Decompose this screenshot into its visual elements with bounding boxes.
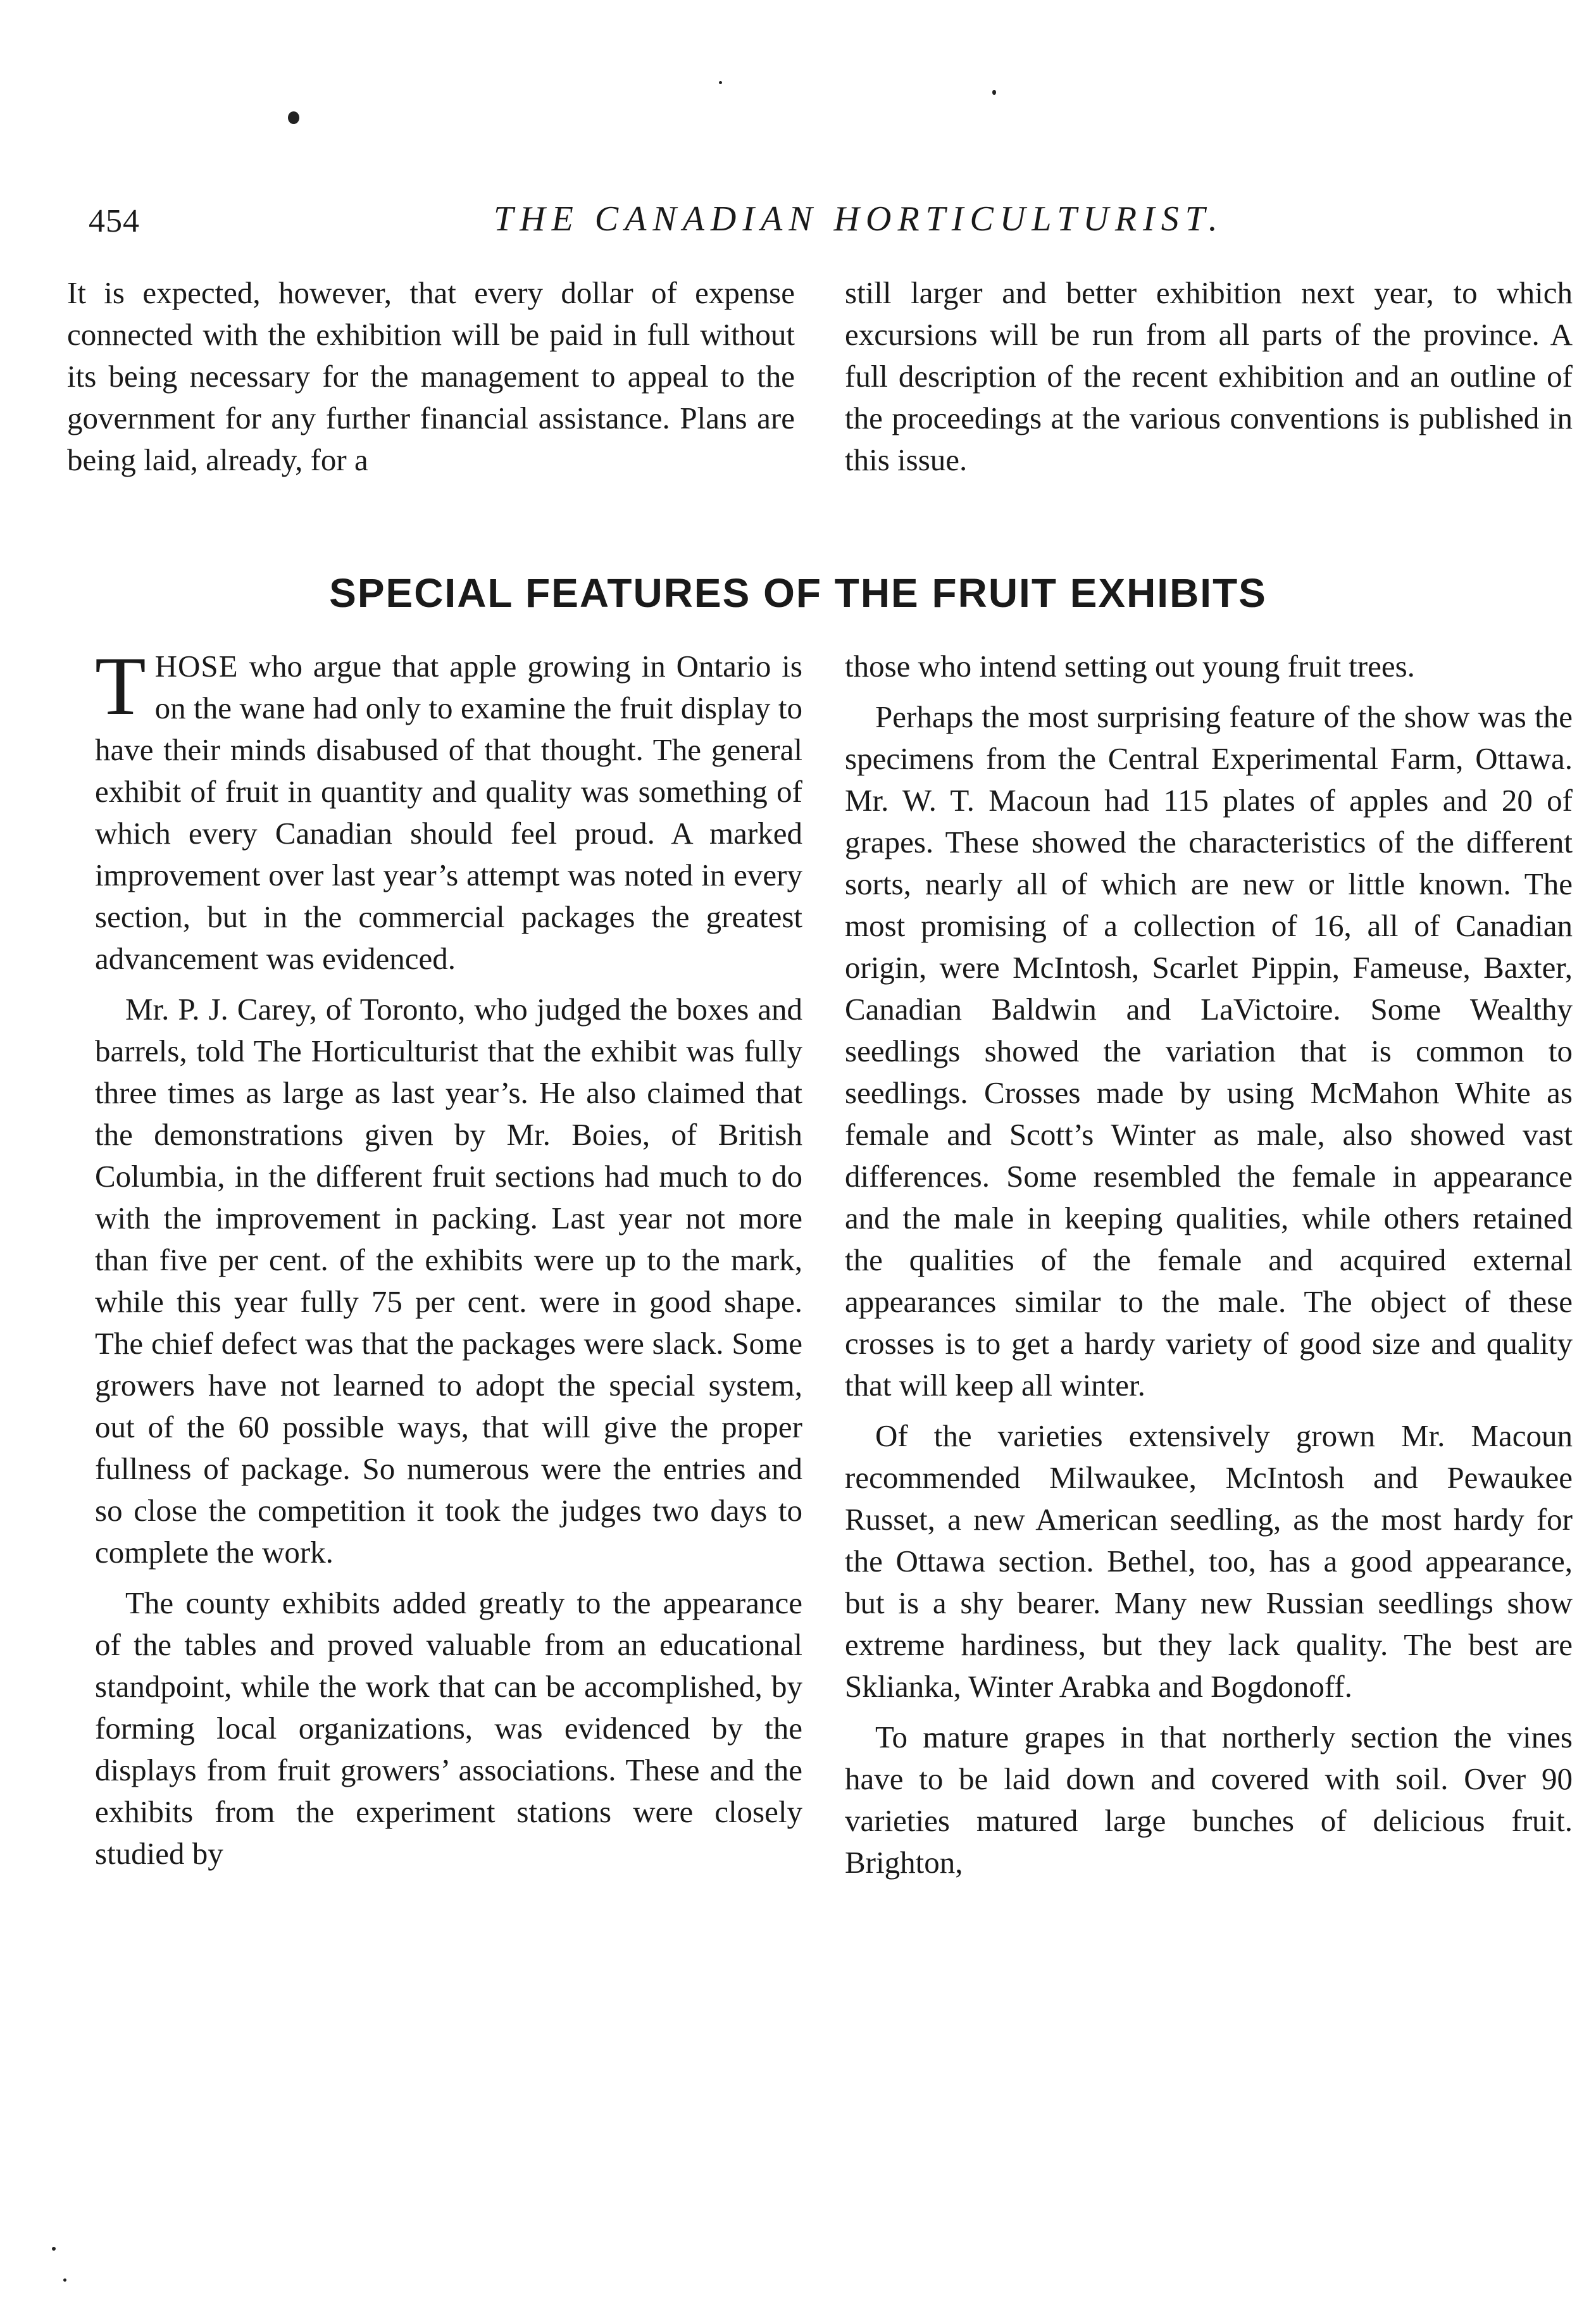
drop-cap: T bbox=[95, 639, 146, 732]
scan-speck bbox=[992, 90, 996, 95]
article-headline: SPECIAL FEATURES OF THE FRUIT EXHIBITS bbox=[329, 570, 1267, 616]
scan-speck bbox=[719, 81, 722, 84]
article-paragraph: Perhaps the most surprising feature of the show was the specimens from the Central Experimental Farm, Ottawa. Mr. W. T. Macoun had 115 plates of apples and 20 of grapes. These showed the characteristics of the different sorts, nearly all of which are new or little known. The most promising of a collection of 16, all of Canadian origin, were McIntosh, Scarlet Pippin, Fameuse, Baxter, Canadian Baldwin and LaVictoire. Some Wealthy seedlings showed the variation that is common to seedlings. Crosses made by using McMahon White as female and Scott’s Winter as male, also showed vast differences. Some resembled the female in appearance and the male in keeping qualities, while others retained the qualities of the female and acquired external appearances similar to the male. The object of these crosses is to get a hardy variety of good size and quality that will keep all winter. bbox=[845, 699, 1573, 1403]
article-left-column bbox=[95, 639, 802, 1884]
running-head bbox=[89, 190, 1519, 247]
paragraph-text: who argue that apple growing in Ontario is on the wane had only to examine the fruit display to have their minds disabused of that thought. The general exhibit of fruit in quantity and quality was something of which every Canadian should feel proud. A marked improvement over last year’s attempt was noted in every section, but in the commercial packages the greatest advancement was evidenced. bbox=[95, 649, 802, 976]
scan-speck bbox=[288, 111, 299, 124]
intro-left-paragraph: It is expected, however, that every dollar of expense connected with the exhibition will be paid in full without its being necessary for the management to appeal to the government for any further financial assistance. Plans are being laid, already, for a bbox=[67, 275, 795, 477]
article-paragraph: The county exhibits added greatly to the appearance of the tables and proved valuable from an educational standpoint, while the work that can be accomplished, by forming local organizations, was evidenced by the displays from fruit growers’ associations. These and the exhibits from the experiment stations were closely studied by bbox=[95, 1585, 802, 1871]
article-right-column bbox=[845, 646, 1573, 1892]
article-paragraph: Of the varieties extensively grown Mr. Macoun recommended Milwaukee, McIntosh and Pewaukee Russet, a new American seedling, as the most hardy for the Ottawa section. Bethel, too, has a good appearance, but is a shy bearer. Many new Russian seedlings show extreme hardiness, but they lack quality. The best are Sklianka, Winter Arabka and Bogdonoff. bbox=[845, 1418, 1573, 1704]
article-paragraph bbox=[95, 639, 802, 980]
journal-title: THE CANADIAN HORTICULTURIST. bbox=[494, 199, 1224, 239]
page-number: 454 bbox=[89, 203, 140, 239]
intro-right-paragraph: still larger and better exhibition next year, to which excursions will be run from all parts of the province. A full description of the recent exhibition and an outline of the proceedings at the various conventions is published in this issue. bbox=[845, 275, 1573, 477]
article-paragraph: To mature grapes in that northerly section the vines have to be laid down and covered with soil. Over 90 varieties matured large bunches of delicious fruit. Brighton, bbox=[845, 1720, 1573, 1880]
scan-speck bbox=[63, 2278, 66, 2282]
lead-word: HOSE bbox=[154, 649, 239, 684]
intro-left-column bbox=[67, 272, 795, 490]
scan-speck bbox=[52, 2247, 56, 2251]
intro-right-column bbox=[845, 272, 1573, 490]
article-paragraph: those who intend setting out young fruit trees. bbox=[845, 649, 1415, 684]
article-paragraph: Mr. P. J. Carey, of Toronto, who judged the boxes and barrels, told The Horticulturist that the exhibit was fully three times as large as last year’s. He also claimed that the demonstrations given by Mr. Boies, of British Columbia, in the different fruit sections had much to do with the improvement in packing. Last year not more than five per cent. of the exhibits were up to the mark, while this year fully 75 per cent. were in good shape. The chief defect was that the packages were slack. Some growers have not learned to adopt the special system, out of the 60 possible ways, that will give the proper fullness of package. So numerous were the entries and so close the competition it took the judges two days to complete the work. bbox=[95, 992, 802, 1570]
